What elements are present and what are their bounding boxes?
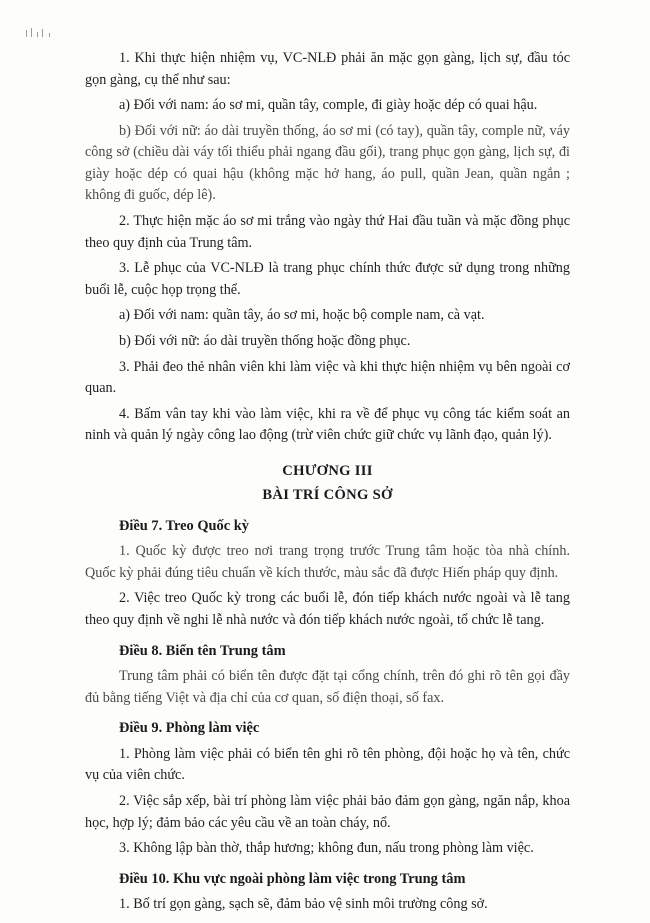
paragraph-3a: a) Đối với nam: quần tây, áo sơ mi, hoặc bộ comple nam, cà vạt.: [119, 307, 485, 324]
article-dieu9-paragraph-1: 1. Phòng làm việc phải có biển tên ghi rõ tên phòng, đội hoặc họ và tên, chức vụ của viên chức.: [85, 745, 570, 784]
article-dieu8-paragraph-1: Trung tâm phải có biển tên được đặt tại cổng chính, trên đó ghi rõ tên gọi đầy đủ bằng tiếng Việt và địa chỉ của cơ quan, số điện thoại, số fax.: [85, 668, 570, 706]
paragraph-1b: b) Đối với nữ: áo dài truyền thống, áo sơ mi (có tay), quần tây, comple nữ, váy công sở (chiều dài váy tối thiểu phải ngang đầu gối), trang phục gọn gàng, lịch sự, đi giày hoặc dép có quai hậu (không mặc hở hang, áo pull, quần Jean, quần ngắn ; không đi guốc, dép lê).: [85, 122, 570, 204]
chapter-title: BÀI TRÍ CÔNG SỞ: [262, 486, 393, 503]
article-heading-dieu8: Điều 8. Biển tên Trung tâm: [119, 642, 286, 659]
article-dieu7-paragraph-2: 2. Việc treo Quốc kỳ trong các buổi lễ, đón tiếp khách nước ngoài và lễ tang theo quy định về nghi lễ nhà nước và đón tiếp khách nước ngoài, tổ chức lễ tang.: [85, 590, 570, 628]
article-heading-dieu7: Điều 7. Treo Quốc kỳ: [119, 517, 249, 534]
article-dieu9-paragraph-3: 3. Không lập bàn thờ, thắp hương; không đun, nấu trong phòng làm việc.: [119, 840, 534, 857]
article-dieu9-paragraph-2: 2. Việc sắp xếp, bài trí phòng làm việc phải bảo đảm gọn gàng, ngăn nắp, khoa học, hợp lý; đảm bảo các yêu cầu về an toàn cháy, nổ.: [85, 793, 570, 831]
scan-artifact-marks: [26, 28, 66, 42]
article-dieu7-paragraph-1: 1. Quốc kỳ được treo nơi trang trọng trước Trung tâm hoặc tòa nhà chính. Quốc kỳ phải đúng tiêu chuẩn về kích thước, màu sắc đã được Hiến pháp quy định.: [85, 543, 570, 581]
paragraph-2: 2. Thực hiện mặc áo sơ mi trắng vào ngày thứ Hai đầu tuần và mặc đồng phục theo quy định của Trung tâm.: [85, 213, 570, 251]
paragraph-3: 3. Lễ phục của VC-NLĐ là trang phục chính thức được sử dụng trong những buổi lễ, cuộc họp trọng thể.: [85, 260, 570, 298]
chapter-number: CHƯƠNG III: [282, 462, 373, 479]
paragraph-1: 1. Khi thực hiện nhiệm vụ, VC-NLĐ phải ăn mặc gọn gàng, lịch sự, đầu tóc gọn gàng, cụ thể như sau:: [85, 50, 570, 88]
paragraph-3b: b) Đối với nữ: áo dài truyền thống hoặc đồng phục.: [119, 332, 411, 349]
paragraph-4-badge: 3. Phải đeo thẻ nhân viên khi làm việc và khi thực hiện nhiệm vụ bên ngoài cơ quan.: [85, 358, 570, 397]
article-heading-dieu9: Điều 9. Phòng làm việc: [119, 720, 260, 737]
paragraph-5-fingerprint: 4. Bấm vân tay khi vào làm việc, khi ra về để phục vụ công tác kiểm soát an ninh và quản lý ngày công lao động (trừ viên chức giữ chức vụ lãnh đạo, quản lý).: [85, 405, 570, 444]
article-dieu10-paragraph-1: 1. Bố trí gọn gàng, sạch sẽ, đảm bảo vệ sinh môi trường công sở.: [119, 896, 488, 913]
article-heading-dieu10: Điều 10. Khu vực ngoài phòng làm việc trong Trung tâm: [119, 870, 466, 887]
document-body: [85, 48, 570, 920]
paragraph-1a: a) Đối với nam: áo sơ mi, quần tây, comple, đi giày hoặc dép có quai hậu.: [119, 97, 538, 114]
